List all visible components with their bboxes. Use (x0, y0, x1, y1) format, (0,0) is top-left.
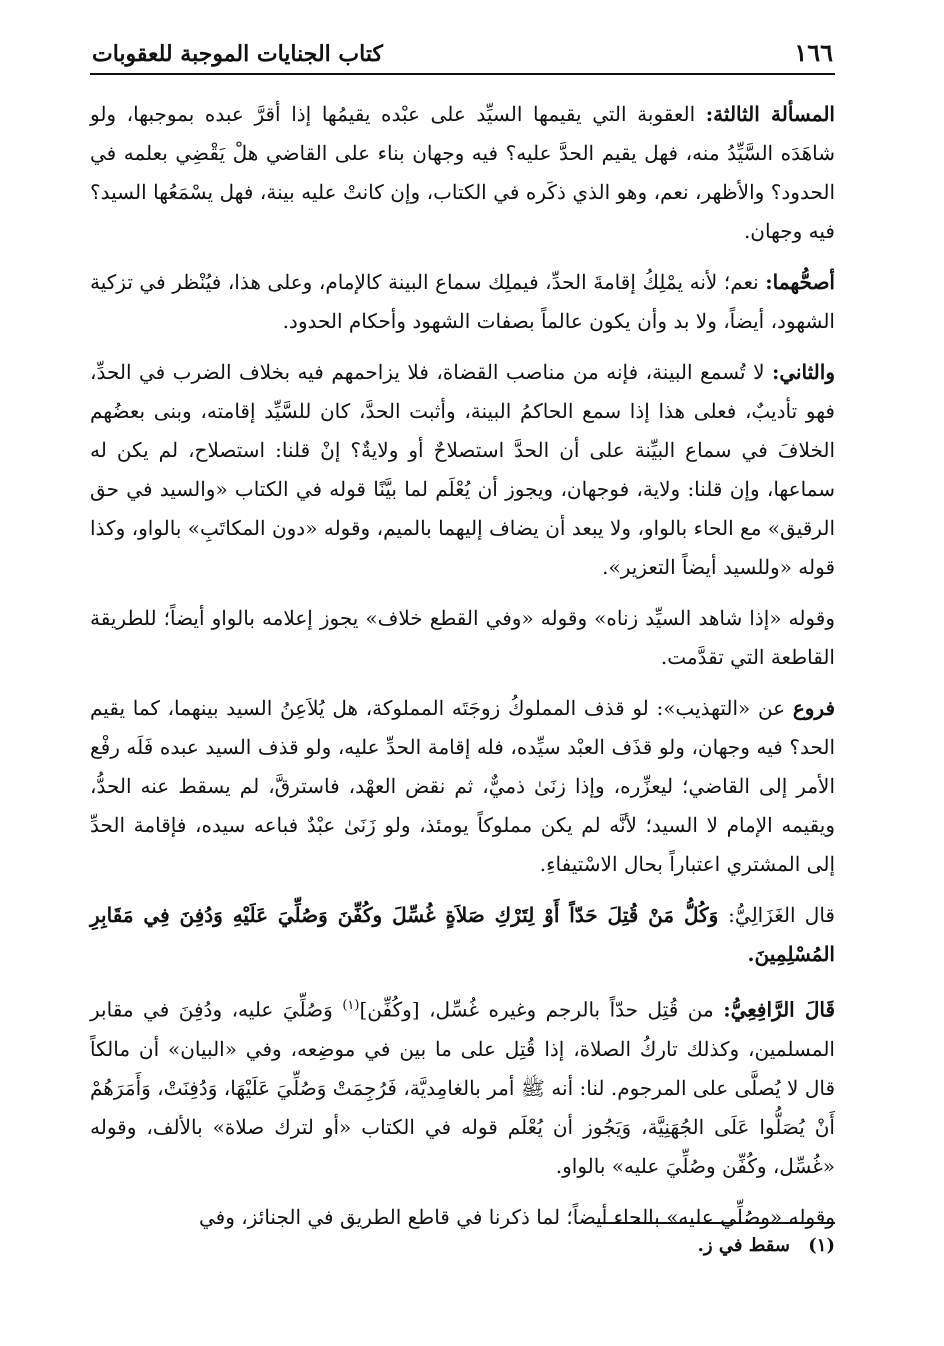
paragraph-text: عن «التهذيب»: لو قذف المملوكُ زوجَتَه المملوكة، هل يُلاَعِنُ السيد بينهما، كما يقيم الحد؟ فيه وجهان، ولو قذَف العبْد سيِّده، فله إقامة الحدِّ عليه، ولو قذف السيد عبده فَلَه رفْع الأمر إلى القاضي؛ ليعزِّره، وإذا زنَىٰ ذميٌّ، ثم نقض العهْد، فاسترقَّ، لم يسقط عنه الحدُّ، ويقيمه الإمام لا السيد؛ لأنَّه لم يكن مملوكاً يومئذ، ولو زَنَىٰ عبْدٌ فباعه سيده، فإقامة الحدِّ إلى المشتري اعتباراً بحال الاسْتيفاءِ. (90, 696, 835, 876)
paragraph-text: وقوله «وصُلِّي عليه» بالحاء أيضاً؛ لما ذكرنا في قاطع الطريق في الجنائز، وفي (199, 1204, 835, 1229)
footnote-ref: (١) (342, 998, 360, 1013)
paragraph-lead: قَالَ الرَّافِعِيُّ: (723, 997, 836, 1022)
matn-quote-text: وَكُلُّ مَنْ قُتِلَ حَدّاً أَوْ لِتَرْكِ صَلاَةٍ غُسِّلَ وكُفِّنَ وَصُلِّيَ عَلَيْهِ وَدُفِنَ فِي مَقَابِرِ المُسْلِمِينَ. (90, 903, 835, 966)
page-number: ١٦٦ (794, 38, 833, 67)
footnote-text: سقط في ز. (697, 1235, 790, 1256)
paragraph-lead: المسألة الثالثة: (705, 102, 835, 126)
footnote-area (90, 0, 835, 1346)
footnote (90, 1235, 835, 1256)
paragraph-lead: قال الغَزَالِيُّ: (728, 903, 835, 927)
paragraph-text: العقوبة التي يقيمها السيِّد على عبْده يقيمُها إذا أقرَّ عبده بموجبها، ولو شاهَدَه السَّيِّدُ منه، فهل يقيم الحدَّ عليه؟ فيه وجهان بناء على القاضي هلْ يَقْضِي بعلمه في الحدود؟ والأظهر، نعم، وهو الذي ذكَره في الكتاب، وإن كانتْ عليه بينة، فهل يسْمَعُها السيد؟ فيه وجهان. (90, 102, 835, 243)
paragraph-lead: أصحُّهما: (765, 270, 835, 294)
paragraph-lead: فروع (792, 696, 835, 720)
paragraph-text: نعم؛ لأنه يمْلِكُ إقامةَ الحدِّ، فيملِك سماع البينة كالإمام، وعلى هذا، فيُنْظر في تزكية الشهود، أيضاً، ولا بد وأن يكون عالماً بصفات الشهود وأحكام الحدود. (90, 270, 835, 333)
paragraph-text: وقوله «إذا شاهد السيِّد زناه» وقوله «وفي القطع خلاف» يجوز إعلامه بالواو أيضاً؛ للطريقة القاطعة التي تقدَّمت. (90, 606, 835, 669)
paragraph-lead: والثاني: (771, 360, 835, 384)
footnote-divider (595, 1222, 835, 1224)
footnote-marker: (١) (808, 1235, 835, 1256)
running-title: كتاب الجنايات الموجبة للعقوبات (92, 41, 383, 67)
paragraph-text: من قُتِل حدّاً بالرجم وغيره غُسِّل، [وكُفِّن] (359, 997, 724, 1022)
paragraph-text-continued: وَصُلِّيَ عليه، ودُفِنَ في مقابر المسلمين، وكذلك تاركُ الصلاة، إذا قُتِل على ما بين في موضِعه، وفي «البيان» أن مالكاً قال لا يُصلَّى على المرجوم. لنا: أنه ﷺ أمر بالغامِديَّة، فَرُجِمَتْ وَصُلِّيَ عَلَيْهَا، وَدُفِنَتْ، وَأَمَرَهُمْ أَنْ يُصَلُّوا عَلَى الجُهَنِيَّة، وَيَجُوز أن يُعْلَم قوله في الكتاب «أو لترك صلاة» بالألف، وقوله «غُسِّل، وكُفِّن وصُلِّيَ عليه» بالواو. (90, 997, 835, 1178)
paragraph-text: لا تُسمع البينة، فإنه من مناصب القضاة، فلا يزاحمهم فيه بخلاف الضرب في الحدِّ، فهو تأديبٌ، فعلى هذا إذا سمع الحاكمُ البينة، وأثبت الحدَّ، كان للسَّيِّد إقامته، وبنى بعضُهم الخلافَ في سماع البيِّنة على أن الحدَّ استصلاحٌ أو ولايةٌ؟ إنْ قلنا: استصلاح، لم يكن له سماعها، وإن قلنا: ولاية، فوجهان، ويجوز أن يُعْلَم لما بيَّنًا قوله في الكتاب «والسيد في حق الرقيق» مع الحاء بالواو، ولا يبعد أن يضاف إليهما بالميم، وقوله «دون المكاتَبِ» بالواو، وكذا قوله «وللسيد أيضاً التعزير». (90, 360, 835, 579)
